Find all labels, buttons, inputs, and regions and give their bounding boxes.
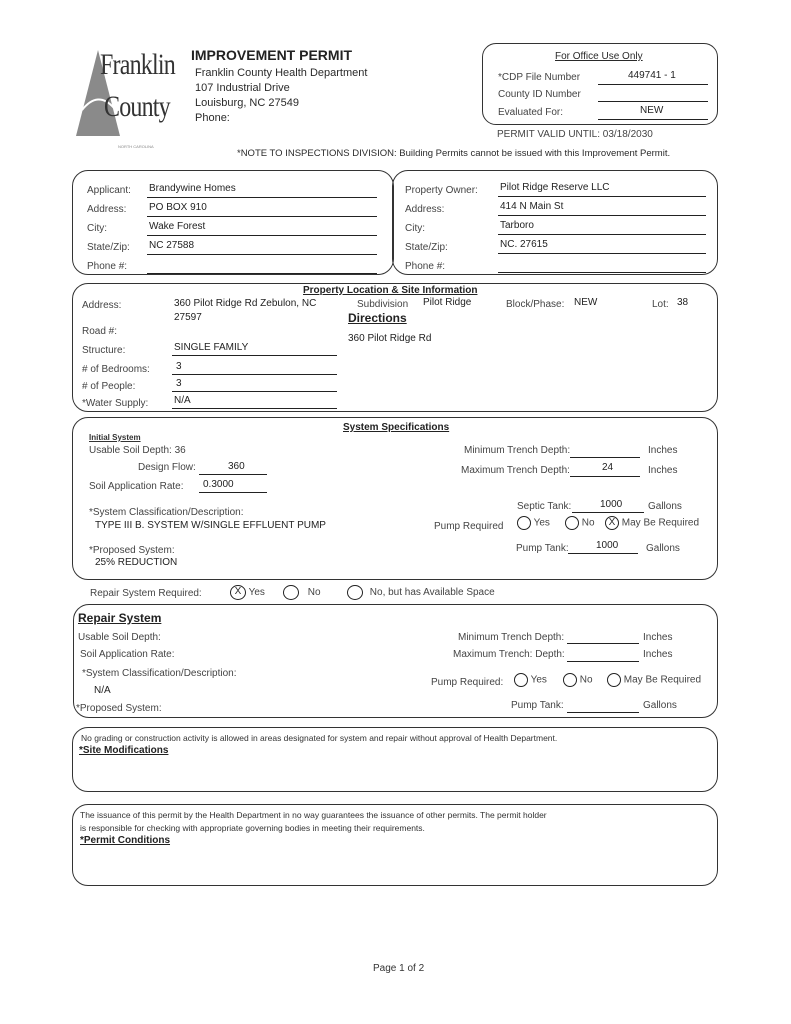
property-heading: Property Location & Site Information xyxy=(303,285,478,296)
people-line xyxy=(172,391,337,392)
page-number: Page 1 of 2 xyxy=(373,963,425,974)
cdp-file-label: *CDP File Number xyxy=(498,72,581,83)
min-trench-units: Inches xyxy=(648,445,678,456)
applicant-address-label: Address: xyxy=(87,204,127,215)
initial-system-heading: Initial System xyxy=(89,433,141,442)
septic-tank-value: 1000 xyxy=(600,499,623,510)
radio-empty-icon[interactable] xyxy=(517,516,531,530)
septic-tank-line xyxy=(572,512,644,513)
repair-pump-option-yes[interactable] xyxy=(514,673,547,687)
county-id-line xyxy=(598,101,708,102)
people-value: 3 xyxy=(176,378,182,389)
applicant-address: PO BOX 910 xyxy=(149,202,207,213)
repair-required-available-space[interactable] xyxy=(347,585,495,600)
applicant-phone-line xyxy=(147,273,377,274)
logo-tagline: NORTH CAROLINA xyxy=(118,144,154,149)
repair-pump-tank-label: Pump Tank: xyxy=(511,700,564,711)
logo-franklin: Franklin xyxy=(100,48,175,81)
repair-required-yes[interactable] xyxy=(230,585,265,600)
applicant-name: Brandywine Homes xyxy=(149,183,236,194)
block-phase-label: Block/Phase: xyxy=(506,299,565,310)
soil-rate-line xyxy=(199,492,267,493)
evaluated-for-line xyxy=(598,119,708,120)
owner-address: 414 N Main St xyxy=(500,201,564,212)
property-address-line2: 27597 xyxy=(174,312,202,323)
owner-city-label: City: xyxy=(405,223,425,234)
min-trench-line xyxy=(570,457,640,458)
pump-option-no-label: No xyxy=(581,517,595,529)
cdp-file-line xyxy=(598,84,708,85)
evaluated-for-label: Evaluated For: xyxy=(498,107,564,118)
repair-min-trench-label: Minimum Trench Depth: xyxy=(458,632,565,643)
radio-checked-x-icon[interactable]: X xyxy=(605,516,619,530)
applicant-address-line xyxy=(147,216,377,217)
repair-required-no[interactable] xyxy=(283,585,321,600)
radio-empty-icon[interactable] xyxy=(607,673,621,687)
bedrooms-label: # of Bedrooms: xyxy=(82,364,150,375)
pump-option-yes[interactable] xyxy=(517,516,550,530)
proposed-system-value: 25% REDUCTION xyxy=(95,557,178,568)
directions-value: 360 Pilot Ridge Rd xyxy=(348,333,432,344)
subdivision-value: Pilot Ridge xyxy=(423,297,472,308)
repair-classification-value: N/A xyxy=(94,685,111,696)
people-label: # of People: xyxy=(82,381,136,392)
lot-value: 38 xyxy=(677,297,689,308)
septic-tank-label: Septic Tank: xyxy=(517,501,572,512)
county-logo xyxy=(70,48,180,153)
repair-pump-tank-line xyxy=(567,712,639,713)
bedrooms-value: 3 xyxy=(176,361,182,372)
directions-heading: Directions xyxy=(348,311,407,325)
evaluated-for-value: NEW xyxy=(640,105,664,116)
pump-tank-value: 1000 xyxy=(596,540,619,551)
repair-required-yes-label: Yes xyxy=(248,587,265,599)
department-phone-label: Phone: xyxy=(195,112,230,124)
max-trench-label: Maximum Trench Depth: xyxy=(461,465,570,476)
water-supply-value: N/A xyxy=(174,395,191,406)
repair-usable-soil-label: Usable Soil Depth: xyxy=(78,632,161,643)
repair-max-trench-line xyxy=(567,661,639,662)
repair-pump-option-no[interactable] xyxy=(563,673,593,687)
block-phase-value: NEW xyxy=(574,297,598,308)
repair-heading: Repair System xyxy=(78,611,162,625)
usable-soil-depth: Usable Soil Depth: 36 xyxy=(89,445,186,456)
owner-address-line xyxy=(498,215,706,216)
pump-option-may-be-required[interactable] xyxy=(605,516,699,530)
pump-option-yes-label: Yes xyxy=(533,517,550,529)
radio-empty-icon[interactable] xyxy=(283,585,299,600)
repair-pump-required-label: Pump Required: xyxy=(431,677,504,688)
applicant-city: Wake Forest xyxy=(149,221,206,232)
repair-soil-rate-label: Soil Application Rate: xyxy=(80,649,175,660)
county-id-label: County ID Number xyxy=(498,89,581,100)
cdp-file-value: 449741 - 1 xyxy=(628,70,676,81)
radio-empty-icon[interactable] xyxy=(563,673,577,687)
structure-value: SINGLE FAMILY xyxy=(174,342,249,353)
min-trench-label: Minimum Trench Depth: xyxy=(464,445,571,456)
permit-conditions-notice-2: is responsible for checking with appropriate governing bodies in meeting their requirements. xyxy=(80,823,425,833)
repair-pump-may-label: May Be Required xyxy=(623,674,702,686)
property-address-label: Address: xyxy=(82,300,122,311)
lot-label: Lot: xyxy=(652,299,669,310)
repair-max-trench-label: Maximum Trench: Depth: xyxy=(453,649,565,660)
repair-proposed-label: *Proposed System: xyxy=(76,703,162,714)
department-city: Louisburg, NC 27549 xyxy=(195,97,299,109)
repair-classification-label: *System Classification/Description: xyxy=(82,668,237,679)
inspections-note-text: *NOTE TO INSPECTIONS DIVISION: Building Permits cannot be issued with this Improvement Permit. xyxy=(237,148,671,159)
radio-empty-icon[interactable] xyxy=(565,516,579,530)
septic-tank-units: Gallons xyxy=(648,501,682,512)
owner-city-line xyxy=(498,234,706,235)
max-trench-line xyxy=(570,476,640,477)
repair-min-trench-units: Inches xyxy=(643,632,673,643)
max-trench-value: 24 xyxy=(602,462,614,473)
owner-phone-line xyxy=(498,272,706,273)
office-use-heading: For Office Use Only xyxy=(555,51,643,62)
permit-title: IMPROVEMENT PERMIT xyxy=(191,47,353,63)
soil-rate-value: 0.3000 xyxy=(203,479,234,490)
radio-checked-x-icon[interactable]: X xyxy=(230,585,246,600)
owner-state-zip-label: State/Zip: xyxy=(405,242,448,253)
subdivision-label: Subdivision xyxy=(357,299,409,310)
design-flow-line xyxy=(199,474,267,475)
repair-pump-yes-label: Yes xyxy=(530,674,547,686)
owner-city: Tarboro xyxy=(500,220,534,231)
repair-max-trench-units: Inches xyxy=(643,649,673,660)
applicant-state-zip-line xyxy=(147,254,377,255)
permit-conditions-heading: *Permit Conditions xyxy=(80,835,171,846)
site-modifications-notice: No grading or construction activity is allowed in areas designated for system and repair without approval of Health Department. xyxy=(81,733,558,743)
pump-option-may-label: May Be Required xyxy=(621,517,700,529)
pump-required-label: Pump Required xyxy=(434,521,504,532)
classification-value: TYPE III B. SYSTEM W/SINGLE EFFLUENT PUMP xyxy=(95,520,326,531)
applicant-state-zip-label: State/Zip: xyxy=(87,242,130,253)
owner-phone-label: Phone #: xyxy=(405,261,446,272)
department-street: 107 Industrial Drive xyxy=(195,82,290,94)
applicant-city-label: City: xyxy=(87,223,107,234)
repair-pump-option-may[interactable] xyxy=(607,673,701,687)
repair-required-no-label: No xyxy=(307,587,321,599)
max-trench-units: Inches xyxy=(648,465,678,476)
owner-label: Property Owner: xyxy=(405,185,478,196)
pump-tank-units: Gallons xyxy=(646,543,680,554)
department-name: Franklin County Health Department xyxy=(195,67,368,79)
design-flow-label: Design Flow: xyxy=(138,462,196,473)
owner-address-label: Address: xyxy=(405,204,445,215)
repair-min-trench-line xyxy=(567,643,639,644)
applicant-name-line xyxy=(147,197,377,198)
permit-conditions-notice-1: The issuance of this permit by the Health Department in no way guarantees the issuance of other permits. The permit holder xyxy=(80,810,547,820)
applicant-state-zip: NC 27588 xyxy=(149,240,195,251)
applicant-city-line xyxy=(147,235,377,236)
inspections-note xyxy=(237,148,670,159)
owner-state-zip: NC. 27615 xyxy=(500,239,548,250)
permit-valid-until: PERMIT VALID UNTIL: 03/18/2030 xyxy=(497,129,653,140)
applicant-label: Applicant: xyxy=(87,185,131,196)
repair-required-space-label: No, but has Available Space xyxy=(369,587,495,599)
pump-tank-line xyxy=(568,553,638,554)
owner-state-zip-line xyxy=(498,253,706,254)
proposed-system-label: *Proposed System: xyxy=(89,545,175,556)
repair-pump-no-label: No xyxy=(579,674,593,686)
classification-label: *System Classification/Description: xyxy=(89,507,244,518)
soil-rate-label: Soil Application Rate: xyxy=(89,481,184,492)
site-modifications-heading: *Site Modifications xyxy=(79,745,169,756)
structure-label: Structure: xyxy=(82,345,126,356)
property-address-line1: 360 Pilot Ridge Rd Zebulon, NC xyxy=(174,298,317,309)
repair-required-label: Repair System Required: xyxy=(90,588,202,599)
applicant-phone-label: Phone #: xyxy=(87,261,128,272)
radio-empty-icon[interactable] xyxy=(347,585,363,600)
pump-option-no[interactable] xyxy=(565,516,595,530)
owner-name: Pilot Ridge Reserve LLC xyxy=(500,182,610,193)
pump-tank-label: Pump Tank: xyxy=(516,543,569,554)
system-heading: System Specifications xyxy=(343,422,450,433)
road-label: Road #: xyxy=(82,326,118,337)
radio-empty-icon[interactable] xyxy=(514,673,528,687)
repair-pump-tank-units: Gallons xyxy=(643,700,677,711)
water-supply-label: *Water Supply: xyxy=(82,398,149,409)
structure-line xyxy=(172,355,337,356)
bedrooms-line xyxy=(172,374,337,375)
design-flow-value: 360 xyxy=(228,461,245,472)
water-supply-line xyxy=(172,408,337,409)
owner-name-line xyxy=(498,196,706,197)
logo-county: County xyxy=(104,90,170,123)
